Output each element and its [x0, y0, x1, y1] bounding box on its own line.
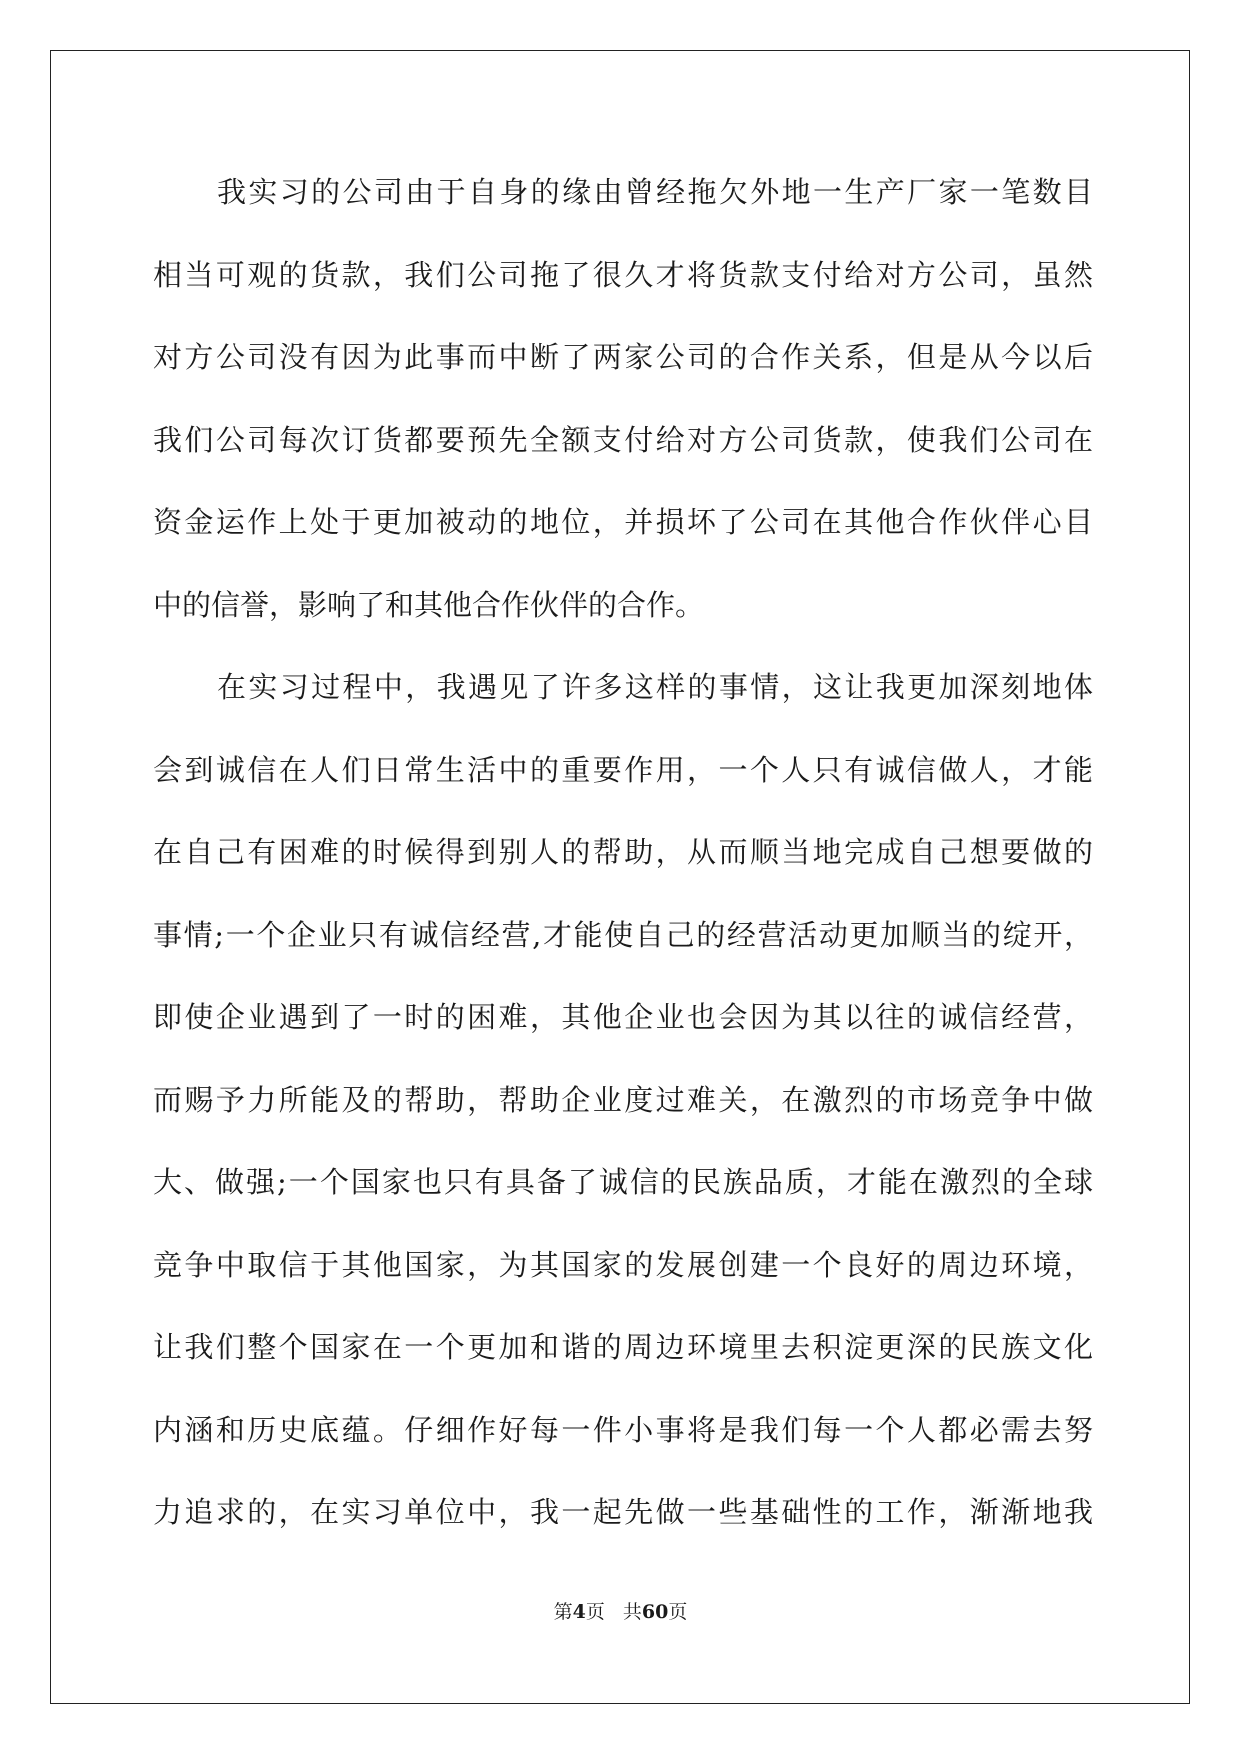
page-footer [0, 1600, 1241, 1624]
text-line: 资金运作上处于更加被动的地位，并损坏了公司在其他合作伙伴心目 [153, 505, 1093, 539]
text-line: 在自己有困难的时候得到别人的帮助，从而顺当地完成自己想要做的 [153, 835, 1093, 869]
document-body [153, 166, 1093, 1569]
text-line: 而赐予力所能及的帮助，帮助企业度过难关，在激烈的市场竞争中做 [153, 1082, 1093, 1117]
page-number: 4 [572, 1601, 586, 1623]
paragraph [153, 166, 1093, 661]
text-line: 会到诚信在人们日常生活中的重要作用，一个人只有诚信做人，才能 [153, 752, 1093, 787]
total-suffix: 页 [668, 1601, 688, 1623]
paragraph [153, 661, 1093, 1569]
text-line: 事情;一个企业只有诚信经营,才能使自己的经营活动更加顺当的绽开， [153, 917, 1093, 952]
total-prefix: 共 [622, 1601, 642, 1623]
text-line: 我们公司每次订货都要预先全额支付给对方公司货款，使我们公司在 [153, 422, 1093, 457]
total-pages: 60 [641, 1601, 669, 1623]
text-line: 我实习的公司由于自身的缘由曾经拖欠外地一生产厂家一笔数目 [217, 175, 1093, 209]
total-pages-label [623, 1601, 687, 1623]
page-suffix: 页 [585, 1601, 605, 1623]
text-line: 大、做强;一个国家也只有具备了诚信的民族品质，才能在激烈的全球 [153, 1165, 1093, 1199]
text-line: 让我们整个国家在一个更加和谐的周边环境里去积淀更深的民族文化 [153, 1330, 1093, 1364]
text-line: 中的信誉，影响了和其他合作伙伴的合作。 [153, 587, 705, 622]
text-line: 竞争中取信于其他国家，为其国家的发展创建一个良好的周边环境， [153, 1247, 1093, 1282]
text-line: 相当可观的货款，我们公司拖了很久才将货款支付给对方公司，虽然 [153, 257, 1093, 292]
text-line: 在实习过程中，我遇见了许多这样的事情，这让我更加深刻地体 [217, 670, 1093, 704]
page-number-label [554, 1601, 605, 1623]
text-line: 力追求的，在实习单位中，我一起先做一些基础性的工作，渐渐地我 [153, 1495, 1093, 1529]
page-prefix: 第 [553, 1601, 573, 1623]
text-line: 即使企业遇到了一时的困难，其他企业也会因为其以往的诚信经营， [153, 1000, 1093, 1034]
text-line: 内涵和历史底蕴。仔细作好每一件小事将是我们每一个人都必需去努 [153, 1412, 1093, 1447]
text-line: 对方公司没有因为此事而中断了两家公司的合作关系，但是从今以后 [153, 340, 1093, 374]
